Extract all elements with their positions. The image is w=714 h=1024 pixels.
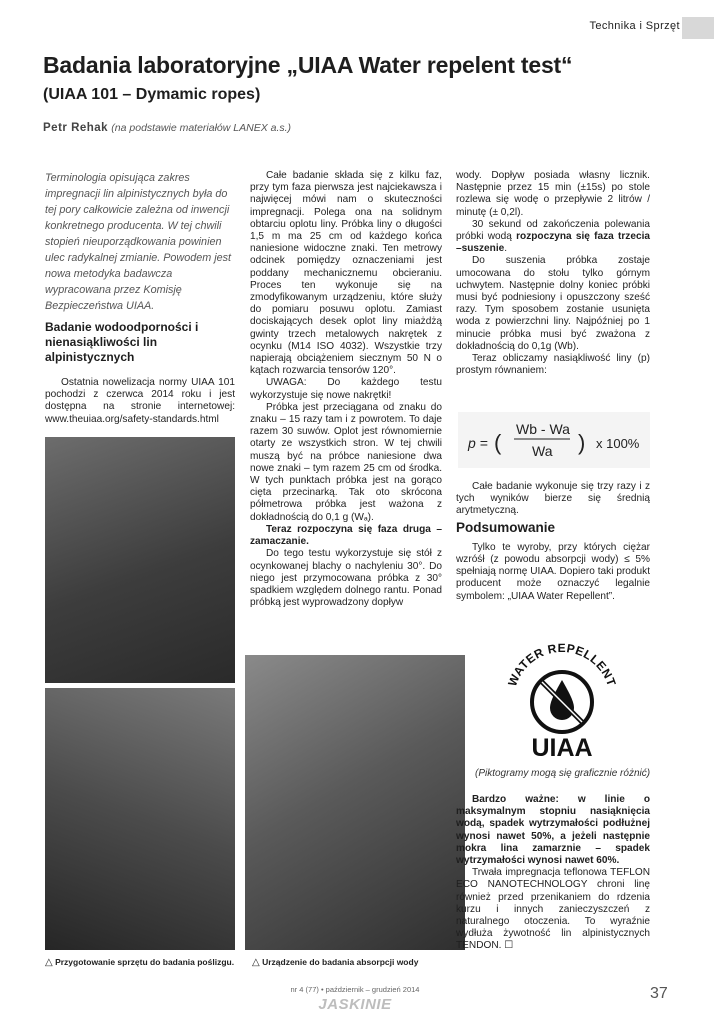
page-number: 37 [650,985,668,1002]
triangle-icon: △ [252,957,260,968]
important-note: Bardzo ważne: w linie o maksymalnym stopniu nasiąknięcia wodą, spadek wytrzymałości podłużnej wynosi nawet 50%, a jeżeli następnie mokra lina zamarznie – spadek wytrzymałości wynosi nawet 60%. [456,794,650,867]
column-1 [45,170,235,426]
triangle-icon: △ [45,957,53,968]
formula-close-paren: ) [578,430,586,455]
formula-factor: x 100% [596,436,640,451]
paragraph: Ostatnia nowelizacja normy UIAA 101 pochodzi z czerwca 2014 roku i jest dostępna na stronie internetowej: www.theuiaa.org/safety-standards.html [45,377,235,425]
author-source: (na podstawie materiałów LANEX a.s.) [111,122,292,134]
logo-caption: (Piktogramy mogą się graficznie różnić) [475,768,651,779]
paragraph: Trwała impregnacja teflonowa TEFLON ECO NANOTECHNOLOGY chroni linę również przed przenikaniem do rdzenia kurzu i innych zanieczyszczeń z naturalnego otoczenia. To wyraźnie wydłuża żywotność lin alpinistycznych TENDON. ☐ [456,867,650,952]
paragraph: Teraz obliczamy nasiąkliwość liny (p) prostym równaniem: [456,353,650,377]
column-3-middle [456,481,650,603]
section-tag: Technika i Sprzęt [589,20,680,32]
footer-issue: nr 4 (77) • październik – grudzień 2014 [290,985,420,994]
paragraph: Tylko te wyroby, przy których ciężar wzróśł (z powodu absorpcji wody) ≤ 5% spełniają normę UIAA. Dopiero taki produkt producent może oznaczyć legalnie symbolem: „UIAA Water Repellent”. [456,541,650,602]
paragraph: Do tego testu wykorzystuje się stół z ocynkowanej blachy o nachyleniu 30°. Do niego jest przymocowana próbka z 30° spadkiem względem dolnego rantu. Ponad próbką jest wyprowadzony dopływ [250,548,442,609]
lead-paragraph: Terminologia opisująca zakres impregnacji lin alpinistycznych była do tej pory całkowicie zależna od inwencji konkretnego producenta. W tej chwili stopień nieuporządkowania powinien ulec radykalnej zmianie. Powodem jest nowa metodyka badawcza wypracowana przez Komisję Bezpieczeństwa UIAA. [45,172,232,312]
logo-brand-text: UIAA [531,734,593,762]
paragraph: Całe badanie wykonuje się trzy razy i z tych wyników bierze się średnią arytmetyczną. [456,481,650,517]
paragraph: 30 sekund od zakończenia polewania próbki wodą rozpoczyna się faza trzecia –suszenie. [456,218,650,255]
logo-arc-text: WATER REPELLENT [505,642,619,689]
column-3-bottom [456,794,650,953]
formula-graphic [458,412,650,468]
absorption-formula [458,412,650,468]
article-title: Badania laboratoryjne „UIAA Water repelent test“ [43,52,573,78]
column-2 [250,170,442,609]
photo-rope-tester-top [45,437,235,683]
paragraph-bold: Teraz rozpoczyna się faza druga – zamaczanie. [250,523,442,548]
water-drop-icon [488,642,636,764]
paragraph: UWAGA: Do każdego testu wykorzystuje się nowe nakrętki! [250,377,442,401]
formula-numerator: Wb - Wa [516,421,570,437]
paragraph: Do suszenia próbka zostaje umocowana do stołu tylko górnym uchwytem. Następnie dolny koniec próbki musi być podniesiony i opuszczony sześć razy. Tym sposobem zostanie usunięta woda z powierzchni liny. Najpóźniej po 1 minucie próbka musi być zważona z dokładnością do 0,1g (Wb). [456,255,650,352]
formula-open-paren: ( [494,430,502,455]
formula-lhs: p = [468,435,488,451]
paragraph: Całe badanie składa się z kilku faz, przy tym faza pierwsza jest najciekawsza i najwięcej mówi nam o skuteczności impregnacji. Polega ona na solidnym obtarciu oplotu liny. Próbka liny o długości 1,5 m ma 25 cm od każdego końca naniesione widoczne znaki. Ten metrowy odcinek pomiędzy oznaczeniami jest poddany mechanicznemu obcieraniu. Proces ten wykonuje się na zmodyfikowanym urządzeniu, które służy do pomiaru posuwu oplotu. Zamiast dociskających desek oplot liny miażdżą gwinty trzech metalowych nakrętek z ocynku (M14 ISO 4032). Wszystkie trzy napierają obciążeniem siecznym 50 N o kątach rozwarcia tensorów 120°. [250,170,442,377]
photo-caption-left: △ Przygotowanie sprzętu do badania poślizgu. [45,957,235,968]
section-heading-summary: Podsumowanie [456,519,556,535]
author-name: Petr Rehak [43,122,109,134]
corner-block [682,17,714,39]
photo-water-absorption-rig [245,655,465,950]
uiaa-water-repellent-logo [488,642,636,764]
column-3-top [456,170,650,377]
photo-rope-tester-weights [45,688,235,950]
footer-brand-logo: JASKINIE [318,996,392,1013]
paragraph: Próbka jest przeciągana od znaku do znaku – 15 razy tam i z powrotem. To daje razem 30 suwów. Oplot jest równomiernie otarty ze wszystkich stron. W tej chwili muszą być na próbce naniesione dwa nowe znaki – tym razem 25 cm od środka. W tych punktach próbka jest na gorąco cięta przecinarką. Tak oto skrócona półmetrowa próbka jest ważona z dokładnością do 0,1 g (Wₐ). [250,401,442,523]
end-mark-icon: ☐ [504,940,514,952]
section-heading-1: Badanie wodoodporności i nienasiąkliwości lin alpinistycznych [45,320,199,364]
byline [43,122,291,134]
formula-denominator: Wa [532,443,553,459]
photo-caption-middle: △ Urządzenie do badania absorpcji wody [252,957,419,968]
article-subtitle: (UIAA 101 – Dymamic ropes) [43,86,261,103]
paragraph: wody. Dopływ posiada własny licznik. Następnie przez 15 min (±15s) po stole rozlewa się wodę o przepływie 2 litrów / minutę (± 0,2l). [456,170,650,218]
